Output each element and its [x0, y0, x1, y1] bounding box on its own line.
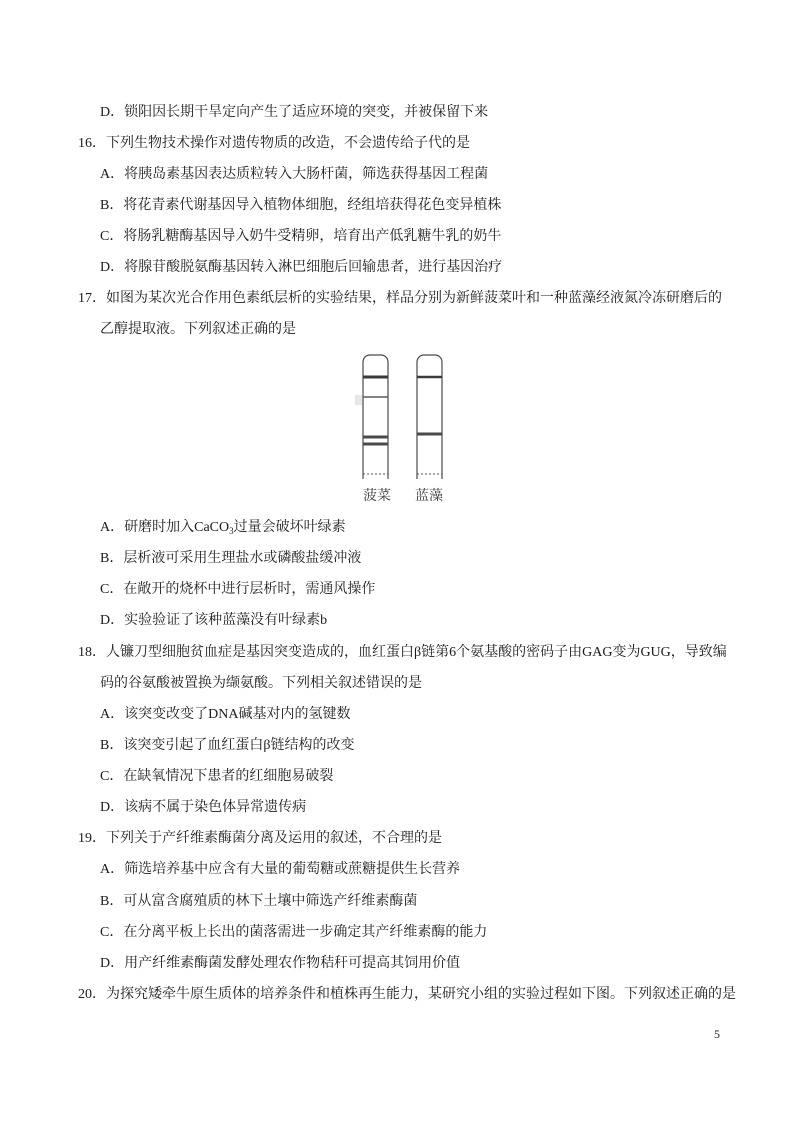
- scan-smudge: [355, 395, 362, 405]
- q16-stem: 16．下列生物技术操作对遗传物质的改造，不会遗传给子代的是: [78, 136, 470, 151]
- q19-option-b: B．可从富含腐殖质的林下土壤中筛选产纤维素酶菌: [100, 893, 418, 909]
- q18-option-d: D．该病不属于染色体异常遗传病: [100, 800, 307, 816]
- q19-option-a: A．筛选培养基中应含有大量的葡萄糖或蔗糖提供生长营养: [100, 862, 461, 878]
- q17-stem-line-2: 乙醇提取液。下列叙述正确的是: [100, 322, 296, 337]
- q19-option-c: C．在分离平板上长出的菌落需进一步确定其产纤维素酶的能力: [100, 924, 488, 940]
- q18-option-a: A．该突变改变了DNA碱基对内的氢键数: [100, 706, 351, 722]
- q17-option-a-subscript: 3: [229, 526, 234, 536]
- spinach-label: 菠菜: [363, 489, 391, 504]
- q19-option-d: D．用产纤维素酶菌发酵处理农作物秸秆可提高其饲用价值: [100, 955, 461, 971]
- q18-option-c: C．在缺氧情况下患者的红细胞易破裂: [100, 769, 334, 784]
- cyanobacteria-label: 蓝藻: [415, 489, 443, 504]
- q16-option-c: C．将肠乳糖酶基因导入奶牛受精卵，培育出产低乳糖牛乳的奶牛: [100, 229, 502, 244]
- q16-option-b: B．将花青素代谢基因导入植物体细胞，经组培获得花色变异植株: [100, 198, 502, 213]
- q17-option-a-rest: 过量会破坏叶绿素: [233, 520, 346, 535]
- spinach-strip: [363, 355, 388, 479]
- q15-option-d: D．锁阳因长期干旱定向产生了适应环境的突变，并被保留下来: [100, 105, 489, 120]
- chromatography-figure: [0, 345, 794, 512]
- q18-stem-line-1: 18．人镰刀型细胞贫血症是基因突变造成的，血红蛋白β链第6个氨基酸的密码子由GAG变为GUG，导致编: [78, 644, 727, 660]
- q17-option-d: D．实验验证了该种蓝藻没有叶绿素b: [100, 613, 328, 629]
- q18-stem-line-2: 码的谷氨酸被置换为缬氨酸。下列相关叙述错误的是: [100, 675, 422, 691]
- lower-text-block: [0, 512, 794, 1010]
- q17-option-a-text: A．研磨时加入CaCO: [100, 520, 230, 535]
- q17-option-a: [0, 512, 794, 543]
- upper-text-block: [0, 97, 794, 345]
- q18-option-b: B．该突变引起了血红蛋白β链结构的改变: [100, 737, 355, 753]
- cyanobacteria-strip: [417, 355, 442, 479]
- q16-option-a: A．将胰岛素基因表达质粒转入大肠杆菌，筛选获得基因工程菌: [100, 167, 489, 182]
- q17-option-b: B．层析液可采用生理盐水或磷酸盐缓冲液: [100, 551, 362, 567]
- chromatography-diagram: [350, 352, 450, 482]
- q19-stem: 19．下列关于产纤维素酶菌分离及运用的叙述，不合理的是: [78, 831, 442, 847]
- q16-option-d: D．将腺苷酸脱氨酶基因转入淋巴细胞后回输患者，进行基因治疗: [100, 260, 503, 275]
- q17-option-c: C．在敞开的烧杯中进行层析时，需通风操作: [100, 582, 376, 598]
- q20-stem: 20．为探究矮牵牛原生质体的培养条件和植株再生能力，某研究小组的实验过程如下图。下列叙述正确的是: [78, 986, 736, 1002]
- page-number: 5: [714, 1027, 720, 1041]
- q17-stem-line-1: 17．如图为某次光合作用色素纸层析的实验结果，样品分别为新鲜菠菜叶和一种蓝藻经液氮冷冻研磨后的: [78, 291, 722, 306]
